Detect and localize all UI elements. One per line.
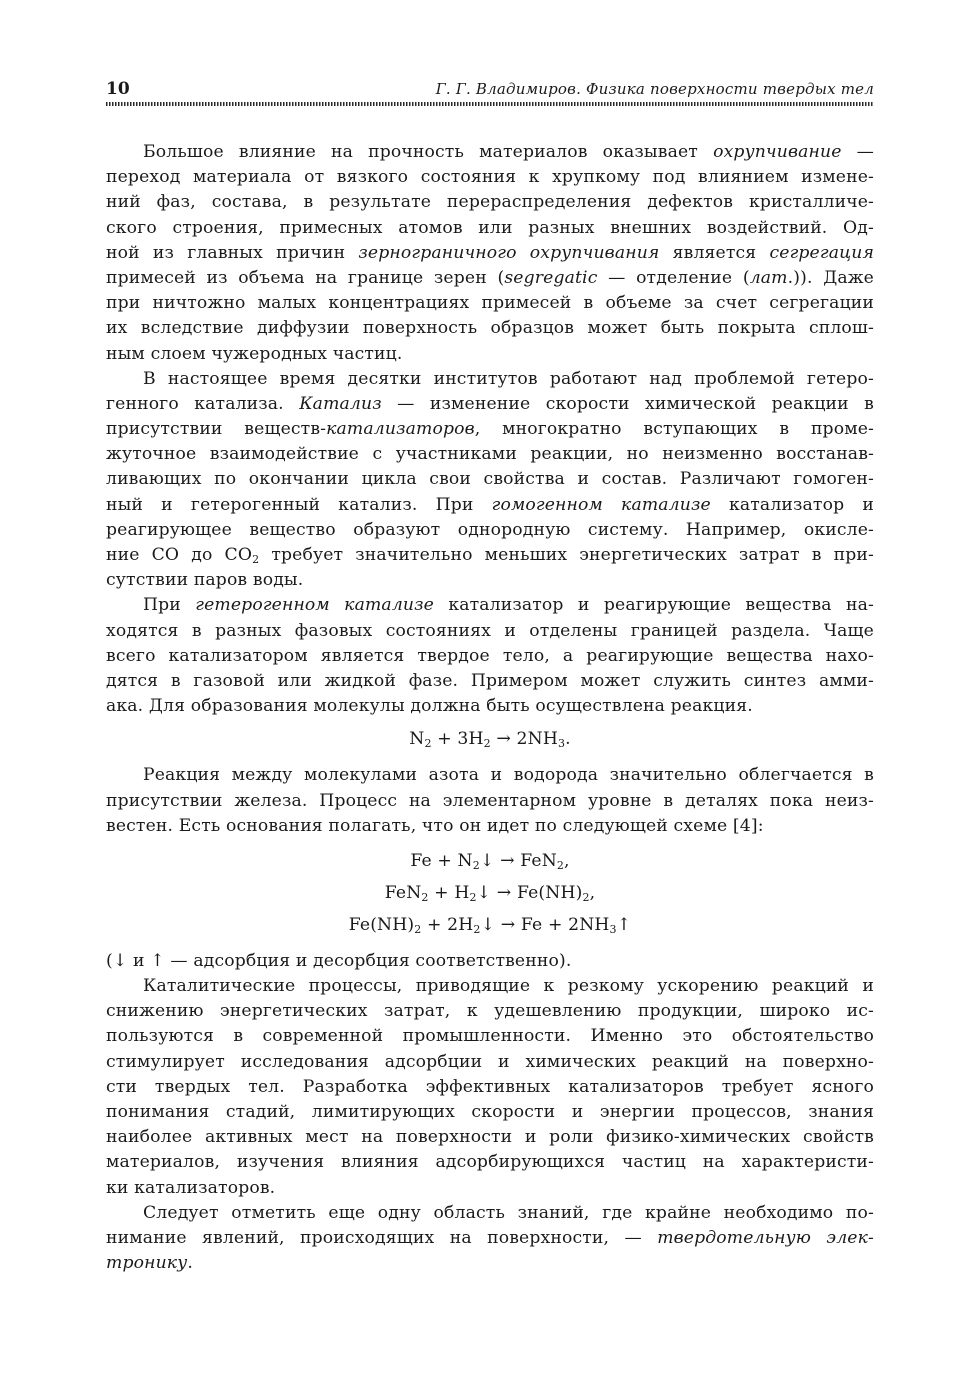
text-line: ние CO до $CO_2$ требует значительно меньших энергетических затрат в при- [106,545,874,566]
term-catalysis: Катализ [299,393,382,414]
running-head: Г. Г. Владимиров. Физика поверхности твердых тел [435,80,874,98]
term-embrittlement: охрупчивание [713,142,842,162]
header-rule [106,102,874,106]
text-line: дятся в газовой или жидкой фазе. Примером может служить синтез амми- [106,670,874,691]
paragraph-6 [106,1201,874,1277]
term-heterogeneous-catalysis: гетерогенном катализе [195,595,434,616]
text-line: ского строения, примесных атомов или разных внешних воздействий. Од- [106,217,874,238]
term-catalysts: катализаторов [326,419,475,440]
text-line: присутствии железа. Процесс на элементарном уровне в деталях пока неиз- [106,790,874,811]
text-line: При гетерогенном катализе катализатор и реагирующие вещества на- [143,595,874,616]
text-line: В настоящее время десятки институтов работают над проблемой гетеро- [143,368,874,389]
page-body [106,140,874,1276]
text-line: сутствии паров воды. [106,570,304,591]
page-header [106,78,874,102]
term-solid-state-electronics: твердотельную элек- [657,1227,874,1248]
paragraph-4 [106,763,874,839]
text-line: ной из главных причин зернограничного охрупчивания является сегрегация [106,242,875,263]
term-lat: лат [749,267,788,288]
text-line: материалов, изучения влияния адсорбирующихся частиц на характеристи- [106,1152,874,1173]
text-line: присутствии веществ-катализаторов, многократно вступающих в проме- [106,419,874,440]
term-segregation: сегрегация [769,242,875,263]
text-line: реагирующее вещество образуют однородную систему. Например, окисле- [106,519,874,540]
text-line: нимание явлений, происходящих на поверхности, — твердотельную элек- [106,1227,874,1248]
equation-scheme [106,845,874,941]
paragraph-3 [106,593,874,719]
text-line: Большое влияние на прочность материалов оказывает охрупчивание — [143,142,874,162]
text-line: Каталитические процессы, приводящие к резкому ускорению реакций и [143,976,874,997]
text-line: генного катализа. Катализ — изменение скорости химической реакции в [106,393,874,414]
text-line: переход материала от вязкого состояния к хрупкому под влиянием измене- [106,167,874,188]
text-line: сти твердых тел. Разработка эффективных катализаторов требует ясного [106,1076,874,1097]
text-line: Реакция между молекулами азота и водорода значительно облегчается в [143,765,874,786]
text-line: ходятся в разных фазовых состояниях и отделены границей раздела. Чаще [106,620,874,641]
text-line: ний фаз, состава, в результате перераспределения дефектов кристалличе- [106,192,874,213]
paragraph-1 [106,140,874,367]
equation-ammonia-synthesis: $N_2 + 3H_2 \to 2NH_3$. [409,729,571,751]
equation-step-3: $Fe(NH)_2$ + $2H_2↓ \to Fe$ + $2NH_3↑$ [348,914,632,936]
equation-step-1: $Fe + N_2↓ \to FeN_2$, [410,850,570,872]
text-line: тронику. [106,1253,193,1274]
term-segregatic: segregatic [504,267,598,288]
text-line: снижению энергетических затрат, к удешевлению продукции, широко ис- [106,1001,874,1022]
equation-step-2: $FeN_2 + H_2↓ \to Fe(NH)_2$, [384,882,596,904]
text-line: пользуются в современной промышленности. Именно это обстоятельство [106,1026,874,1047]
text-line: при ничтожно малых концентрациях примесей в объеме за счет сегрегации [106,293,874,314]
arrow-legend-note: (↓ и ↑ — адсорбция и десорбция соответственно). [106,950,572,971]
text-line: Следует отметить еще одну область знаний, где крайне необходимо по- [143,1202,874,1223]
term-homogeneous-catalysis: гомогенном катализе [491,494,711,515]
paragraph-5 [106,974,874,1201]
text-line: жуточное взаимодействие с участниками реакции, но неизменно восстанав- [106,444,874,465]
page-number: 10 [106,79,130,99]
text-line: ливающих по окончании цикла свои свойства и состав. Различают гомоген- [106,469,874,490]
text-line: ным слоем чужеродных частиц. [106,343,403,364]
text-line: стимулирует исследования адсорбции и химических реакций на поверхно- [106,1051,874,1072]
term-solid-state-electronics-end: тронику [106,1253,188,1274]
text-line: всего катализатором является твердое тело, а реагирующие вещества нахо- [106,645,874,666]
text-line: их вследствие диффузии поверхность образцов может быть покрыта сплош- [106,318,874,339]
text-line: ный и гетерогенный катализ. При гомогенном катализе катализатор и [106,494,874,515]
paragraph-2 [106,367,874,594]
text-line: ки катализаторов. [106,1177,276,1198]
text-line: ака. Для образования молекулы должна быть осуществлена реакция. [106,696,753,717]
text-line: понимания стадий, лимитирующих скорости и энергии процессов, знания [106,1102,874,1122]
text-line: примесей из объема на границе зерен (segregatic — отделение (лат.)). Даже [106,267,875,288]
term-grain-boundary-embrittlement: зернограничного охрупчивания [358,242,660,263]
text-line: наиболее активных мест на поверхности и роли физико-химических свойств [106,1127,874,1148]
text-line: вестен. Есть основания полагать, что он идет по следующей схеме [4]: [106,815,764,836]
